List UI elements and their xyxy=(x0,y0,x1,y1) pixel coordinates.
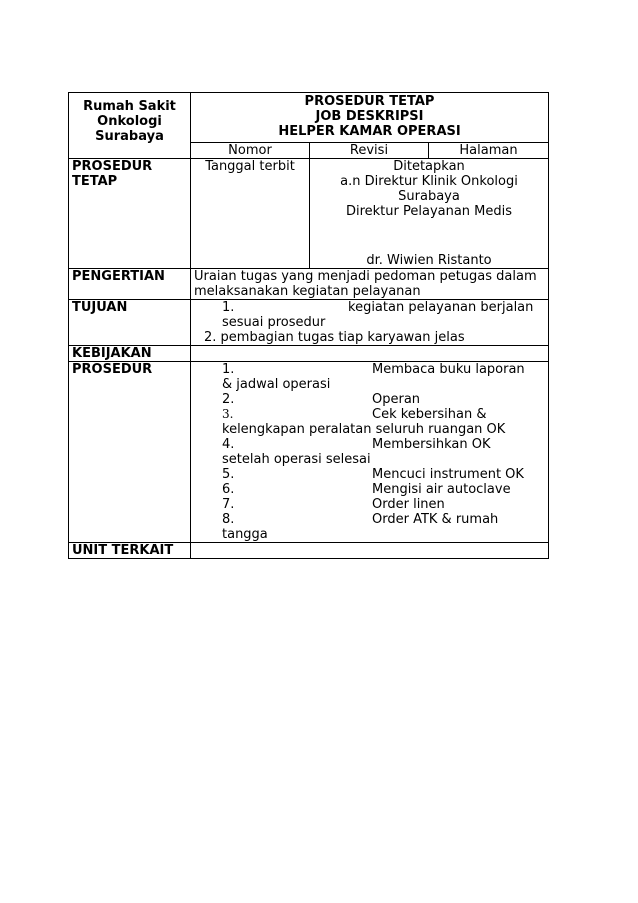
pengertian-line-2: melaksanakan kegiatan pelayanan xyxy=(194,284,421,299)
prosedur-step-6 xyxy=(194,482,545,497)
tujuan-item-1 xyxy=(194,300,545,315)
header-row xyxy=(69,93,549,143)
step-text: Mencuci instrument OK xyxy=(372,467,524,482)
signatory-name: dr. Wiwien Ristanto xyxy=(366,253,492,268)
step-text: Cek kebersihan & xyxy=(372,407,487,422)
prosedur-row xyxy=(69,362,549,543)
prosedur-step-2 xyxy=(194,392,545,407)
kebijakan-text xyxy=(191,346,549,362)
halaman-header: Halaman xyxy=(429,143,549,159)
tujuan-text xyxy=(191,300,549,346)
protap-label-line-2: TETAP xyxy=(72,174,118,189)
prosedur-step-5 xyxy=(194,467,545,482)
sop-document xyxy=(68,92,548,559)
tujuan-item-1-number: 1. xyxy=(222,300,235,315)
prosedur-step-4 xyxy=(194,437,545,452)
prosedur-step-3 xyxy=(194,407,545,422)
tanggal-terbit: Tanggal terbit xyxy=(191,159,310,269)
step-number: 2. xyxy=(222,392,235,407)
hospital-line-3: Surabaya xyxy=(95,129,164,144)
kebijakan-label: KEBIJAKAN xyxy=(69,346,191,362)
step-text: Membaca buku laporan xyxy=(372,362,525,377)
step-number: 3. xyxy=(222,407,234,421)
step-cont: kelengkapan peralatan seluruh ruangan OK xyxy=(222,422,506,437)
ditetapkan-block xyxy=(310,159,549,269)
ditetapkan-line-2: a.n Direktur Klinik Onkologi xyxy=(340,174,518,189)
prosedur-label: PROSEDUR xyxy=(69,362,191,543)
tujuan-label: TUJUAN xyxy=(69,300,191,346)
tujuan-item-1-cont: sesuai prosedur xyxy=(222,315,326,330)
step-cont: setelah operasi selesai xyxy=(222,452,371,467)
hospital-line-1: Rumah Sakit xyxy=(83,99,176,114)
prosedur-steps xyxy=(191,362,549,543)
step-number: 6. xyxy=(222,482,235,497)
document-title xyxy=(191,93,549,143)
protap-row xyxy=(69,159,549,269)
step-number: 5. xyxy=(222,467,235,482)
unit-terkait-label: UNIT TERKAIT xyxy=(69,543,191,559)
unit-terkait-value xyxy=(191,543,549,559)
step-number: 1. xyxy=(222,362,235,377)
prosedur-step-1 xyxy=(194,362,545,377)
title-line-3: HELPER KAMAR OPERASI xyxy=(278,124,461,139)
step-number: 7. xyxy=(222,497,235,512)
nomor-header: Nomor xyxy=(191,143,310,159)
step-text: Mengisi air autoclave xyxy=(372,482,511,497)
kebijakan-row xyxy=(69,346,549,362)
step-number: 8. xyxy=(222,512,235,527)
step-text: Membersihkan OK xyxy=(372,437,491,452)
tujuan-row xyxy=(69,300,549,346)
hospital-name xyxy=(69,93,191,159)
tujuan-item-2: 2. pembagian tugas tiap karyawan jelas xyxy=(204,330,465,345)
sop-table xyxy=(68,92,549,559)
prosedur-step-7 xyxy=(194,497,545,512)
step-text: Operan xyxy=(372,392,421,407)
title-line-1: PROSEDUR TETAP xyxy=(304,94,435,109)
signature-space xyxy=(313,219,545,253)
revisi-header: Revisi xyxy=(310,143,429,159)
hospital-line-2: Onkologi xyxy=(97,114,162,129)
step-text: Order linen xyxy=(372,497,445,512)
tujuan-item-1-text: kegiatan pelayanan berjalan xyxy=(348,300,534,315)
pengertian-line-1: Uraian tugas yang menjadi pedoman petugas dalam xyxy=(194,269,537,284)
step-cont: & jadwal operasi xyxy=(222,377,331,392)
ditetapkan-line-4: Direktur Pelayanan Medis xyxy=(345,204,513,219)
step-number: 4. xyxy=(222,437,235,452)
protap-label-line-1: PROSEDUR xyxy=(72,159,153,174)
pengertian-text xyxy=(191,269,549,300)
ditetapkan-line-3: Surabaya xyxy=(398,189,460,204)
unit-terkait-row xyxy=(69,543,549,559)
step-text: Order ATK & rumah xyxy=(372,512,499,527)
pengertian-label: PENGERTIAN xyxy=(69,269,191,300)
title-line-2: JOB DESKRIPSI xyxy=(315,109,424,124)
protap-label xyxy=(69,159,191,269)
step-cont: tangga xyxy=(222,527,268,542)
pengertian-row xyxy=(69,269,549,300)
ditetapkan-line-1: Ditetapkan xyxy=(393,159,465,174)
prosedur-step-8 xyxy=(194,512,545,527)
